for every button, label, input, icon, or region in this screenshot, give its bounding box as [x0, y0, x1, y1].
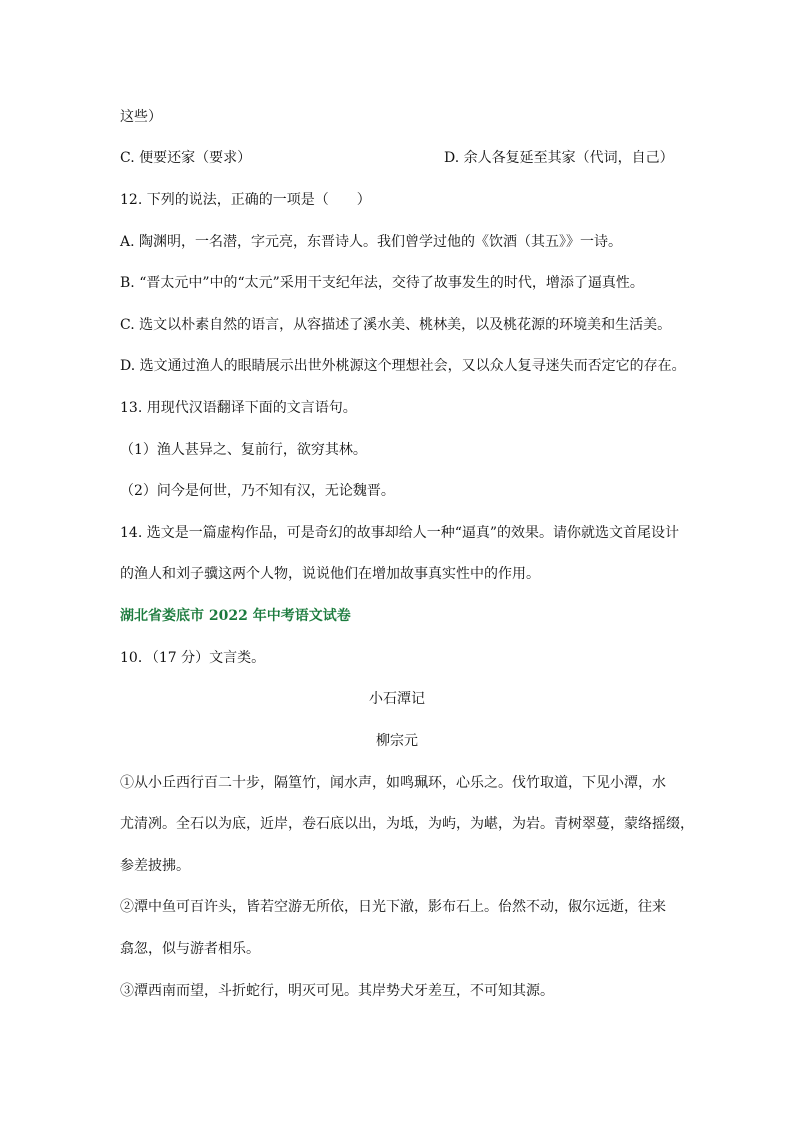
question-12: 12. 下列的说法，正确的一项是（ ） — [120, 192, 371, 208]
option-d-q11: D. 余人各复延至其家（代词，自己） — [444, 150, 674, 166]
paragraph-2-line-1: ②潭中鱼可百许头，皆若空游无所依，日光下澈，影布石上。佁然不动，俶尔远逝，往来 — [120, 899, 666, 915]
question-14-cont: 的渔人和刘子骥这两个人物，说说他们在增加故事真实性中的作用。 — [120, 566, 540, 582]
section-title: 湖北省娄底市 2022 年中考语文试卷 — [120, 608, 351, 624]
question-10: 10．（17 分）文言类。 — [120, 650, 266, 666]
paragraph-2-line-2: 翕忽，似与游者相乐。 — [120, 941, 260, 957]
paragraph-1-line-1: ①从小丘西行百二十步，隔篁竹，闻水声，如鸣珮环，心乐之。伐竹取道，下见小潭，水 — [120, 775, 666, 791]
option-b-q12: B. “晋太元中”中的“太元”采用干支纪年法，交待了故事发生的时代，增添了逼真性。 — [120, 275, 644, 291]
option-a-q12: A. 陶渊明，一名潜，字元亮，东晋诗人。我们曾学过他的《饮酒（其五》》一诗。 — [120, 234, 623, 250]
paragraph-3-line-1: ③潭西南而望，斗折蛇行，明灭可见。其岸势犬牙差互，不可知其源。 — [120, 983, 554, 999]
text-line: 这些） — [120, 109, 162, 125]
paragraph-1-line-2: 尤清冽。全石以为底，近岸，卷石底以出，为坻，为屿，为嵁，为岩。青树翠蔓，蒙络摇缀， — [120, 816, 694, 832]
poem-title: 小石潭记 — [369, 691, 425, 707]
question-13-item-1: （1）渔人甚异之、复前行，欲穷其林。 — [120, 442, 367, 458]
question-13-item-2: （2）问今是何世，乃不知有汉，无论魏晋。 — [120, 483, 395, 499]
option-c-q12: C. 选文以朴素自然的语言，从容描述了溪水美、桃林美，以及桃花源的环境美和生活美。 — [120, 317, 672, 333]
poem-author: 柳宗元 — [376, 733, 418, 749]
question-14: 14. 选文是一篇虚构作品，可是奇幻的故事却给人一种“逼真”的效果。请你就选文首尾设计 — [120, 525, 680, 541]
option-d-q12: D. 选文通过渔人的眼睛展示出世外桃源这个理想社会，又以众人复寻迷失而否定它的存在。 — [120, 358, 686, 374]
paragraph-1-line-3: 参差披拂。 — [120, 858, 190, 874]
question-13: 13. 用现代汉语翻译下面的文言语句。 — [120, 400, 357, 416]
option-c-q11: C. 便要还家（要求） — [120, 150, 252, 166]
